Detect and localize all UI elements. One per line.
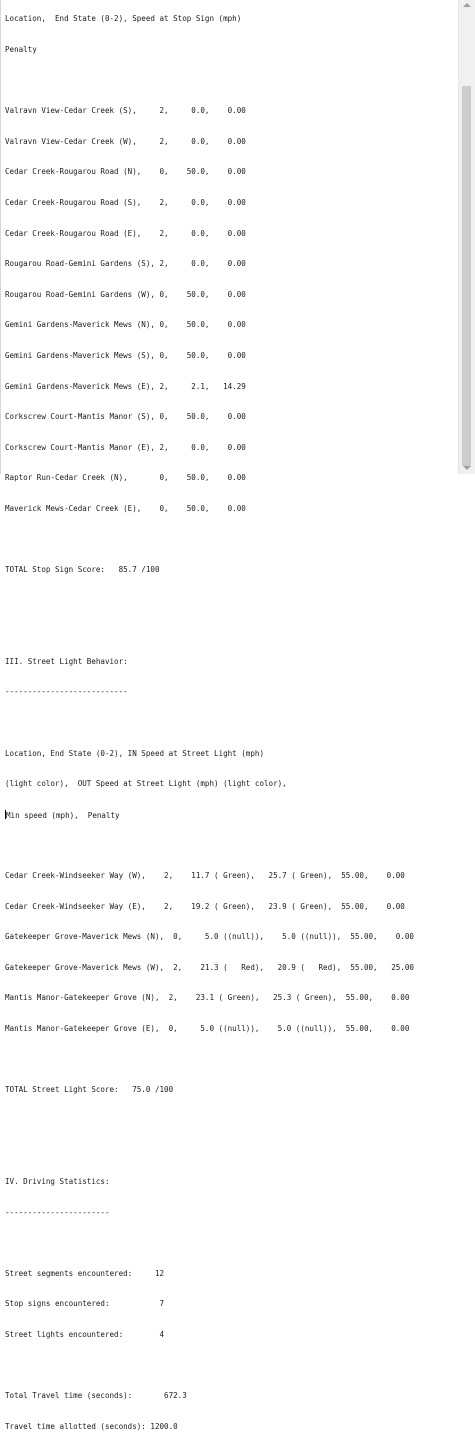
text-line: Valravn View-Cedar Creek (S), 2, 0.0, 0.00 xyxy=(5,106,246,116)
text-line: Cedar Creek-Rougarou Road (E), 2, 0.0, 0.00 xyxy=(5,228,246,238)
vertical-scrollbar[interactable] xyxy=(458,0,475,474)
text-line: Cedar Creek-Rougarou Road (S), 2, 0.0, 0.00 xyxy=(5,197,246,207)
text-line xyxy=(5,718,414,728)
text-line: Total Travel time (seconds): 672.3 xyxy=(5,1391,187,1401)
text-line: Location, End State (0-2), IN Speed at Street Light (mph) xyxy=(5,748,264,758)
text-line: Stop signs encountered: 7 xyxy=(5,1299,165,1309)
text-line: Travel time allotted (seconds): 1200.0 xyxy=(5,1421,178,1431)
text-line: Cedar Creek-Windseeker Way (E), 2, 19.2 ( Green), 23.9 ( Green), 55.00, 0.00 xyxy=(5,901,405,911)
text-line: Gemini Gardens-Maverick Mews (N), 0, 50.0, 0.00 xyxy=(5,320,246,330)
text-line xyxy=(5,1146,414,1156)
scrollbar-thumb[interactable] xyxy=(462,86,471,466)
text-line: Street segments encountered: 12 xyxy=(5,1268,165,1278)
scroll-up-arrow-icon[interactable] xyxy=(463,3,471,7)
text-line: ----------------------- xyxy=(5,1207,110,1217)
text-line: IV. Driving Statistics: xyxy=(5,1176,110,1186)
text-line xyxy=(5,1238,414,1248)
report-text xyxy=(5,0,414,1452)
text-line: Mantis Manor-Gatekeeper Grove (N), 2, 23.1 ( Green), 25.3 ( Green), 55.00, 0.00 xyxy=(5,993,410,1003)
text-line: TOTAL Street Light Score: 75.0 /100 xyxy=(5,1085,174,1095)
text-line: Gemini Gardens-Maverick Mews (S), 0, 50.0, 0.00 xyxy=(5,350,246,360)
text-line: Gemini Gardens-Maverick Mews (E), 2, 2.1, 14.29 xyxy=(5,381,246,391)
text-line: Rougarou Road-Gemini Gardens (W), 0, 50.0, 0.00 xyxy=(5,289,246,299)
text-line: Mantis Manor-Gatekeeper Grove (E), 0, 5.0 ((null)), 5.0 ((null)), 55.00, 0.00 xyxy=(5,1024,410,1033)
text-line xyxy=(5,1116,414,1126)
text-line xyxy=(5,1361,414,1371)
text-line xyxy=(5,1055,414,1065)
text-line: Penalty xyxy=(5,45,37,54)
text-line: Corkscrew Court-Mantis Manor (S), 0, 50.0, 0.00 xyxy=(5,412,246,422)
text-line: Gatekeeper Grove-Maverick Mews (N), 0, 5.0 ((null)), 5.0 ((null)), 55.00, 0.00 xyxy=(5,932,414,942)
text-line: Raptor Run-Cedar Creek (N), 0, 50.0, 0.00 xyxy=(5,473,246,483)
text-line xyxy=(5,76,414,86)
text-line: (light color), OUT Speed at Street Light (mph) (light color), xyxy=(5,779,287,789)
text-line: Location, End State (0-2), Speed at Stop Sign (mph) xyxy=(5,14,242,24)
text-line: Valravn View-Cedar Creek (W), 2, 0.0, 0.00 xyxy=(5,136,246,146)
text-line xyxy=(5,596,414,606)
text-line xyxy=(5,840,414,850)
text-line-with-caret xyxy=(5,810,414,820)
text-line: III. Street Light Behavior: xyxy=(5,656,128,666)
text-line: Min speed (mph), Penalty xyxy=(6,810,120,820)
text-line: Cedar Creek-Rougarou Road (N), 0, 50.0, 0.00 xyxy=(5,167,246,177)
text-line: Street lights encountered: 4 xyxy=(5,1329,165,1339)
text-line: Maverick Mews-Cedar Creek (E), 0, 50.0, 0.00 xyxy=(5,503,246,513)
scroll-down-arrow-icon[interactable] xyxy=(463,466,471,470)
text-line xyxy=(5,535,414,545)
text-line: --------------------------- xyxy=(5,687,128,697)
text-line: Gatekeeper Grove-Maverick Mews (W), 2, 21.3 ( Red), 20.9 ( Red), 55.00, 25.00 xyxy=(5,962,414,972)
text-line: TOTAL Stop Sign Score: 85.7 /100 xyxy=(5,565,160,575)
text-line xyxy=(5,626,414,636)
text-line: Corkscrew Court-Mantis Manor (E), 2, 0.0, 0.00 xyxy=(5,442,246,452)
text-line: Cedar Creek-Windseeker Way (W), 2, 11.7 ( Green), 25.7 ( Green), 55.00, 0.00 xyxy=(5,871,405,881)
text-line: Rougarou Road-Gemini Gardens (S), 2, 0.0, 0.00 xyxy=(5,259,246,269)
